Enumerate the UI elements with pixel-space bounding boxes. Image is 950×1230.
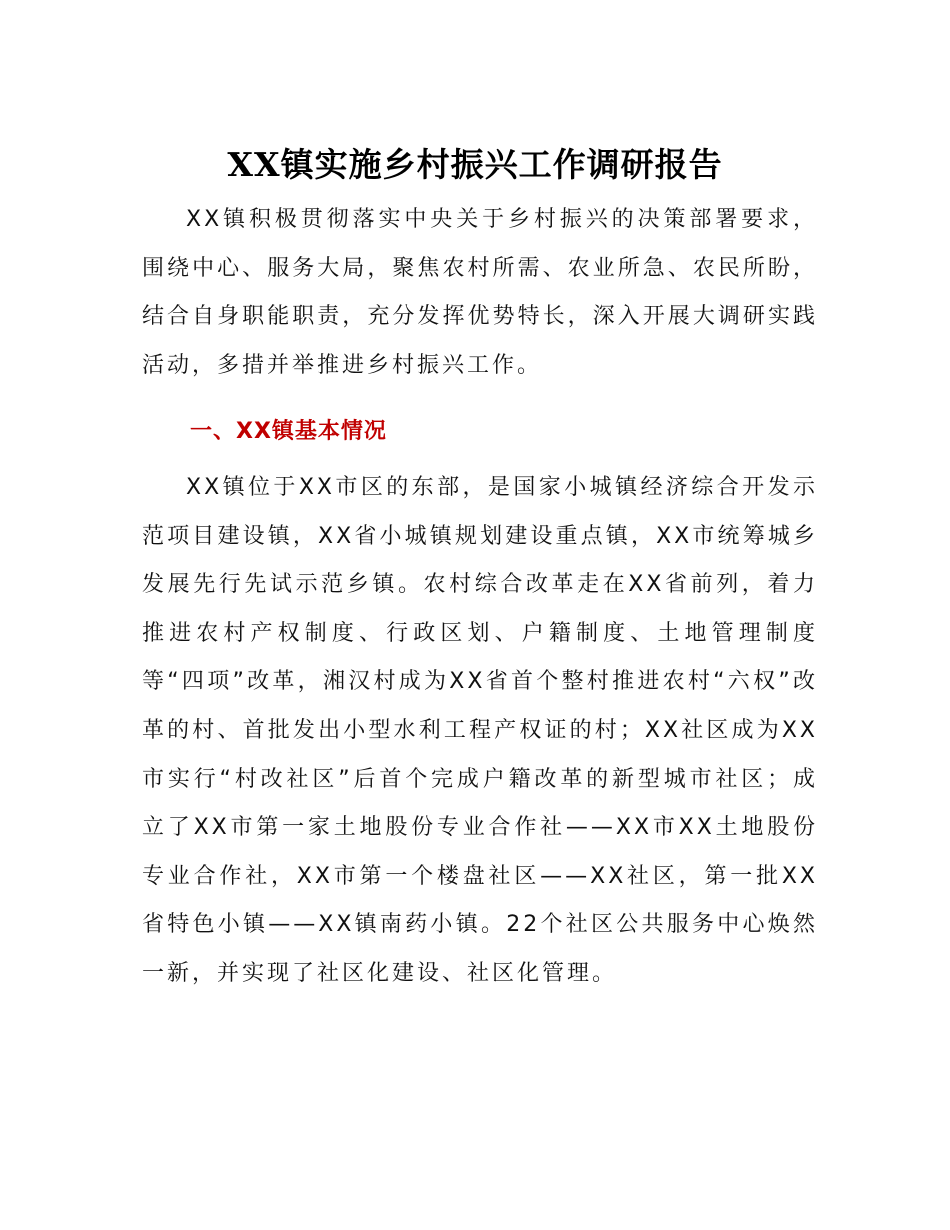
intro-paragraph: XX镇积极贯彻落实中央关于乡村振兴的决策部署要求，围绕中心、服务大局，聚焦农村所需、农业所急、农民所盼，结合自身职能职责，充分发挥优势特长，深入开展大调研实践活动，多措并举推进乡村振兴工作。: [142, 207, 818, 378]
section-paragraph-basic-info: XX镇位于XX市区的东部，是国家小城镇经济综合开发示范项目建设镇，XX省小城镇规划建设重点镇，XX市统筹城乡发展先行先试示范乡镇。农村综合改革走在XX省前列，着力推进农村产权制度、行政区划、户籍制度、土地管理制度等“四项”改革，湘汉村成为XX省首个整村推进农村“六权”改革的村、首批发出小型水利工程产权证的村；XX社区成为XX市实行“村改社区”后首个完成户籍改革的新型城市社区；成立了XX市第一家土地股份专业合作社——XX市XX土地股份专业合作社，XX市第一个楼盘社区——XX社区，第一批XX省特色小镇——XX镇南药小镇。22个社区公共服务中心焕然一新，并实现了社区化建设、社区化管理。: [142, 475, 818, 986]
section-heading-basic-info: 一、XX镇基本情况: [190, 419, 387, 444]
document-title: XX镇实施乡村振兴工作调研报告: [227, 145, 723, 184]
